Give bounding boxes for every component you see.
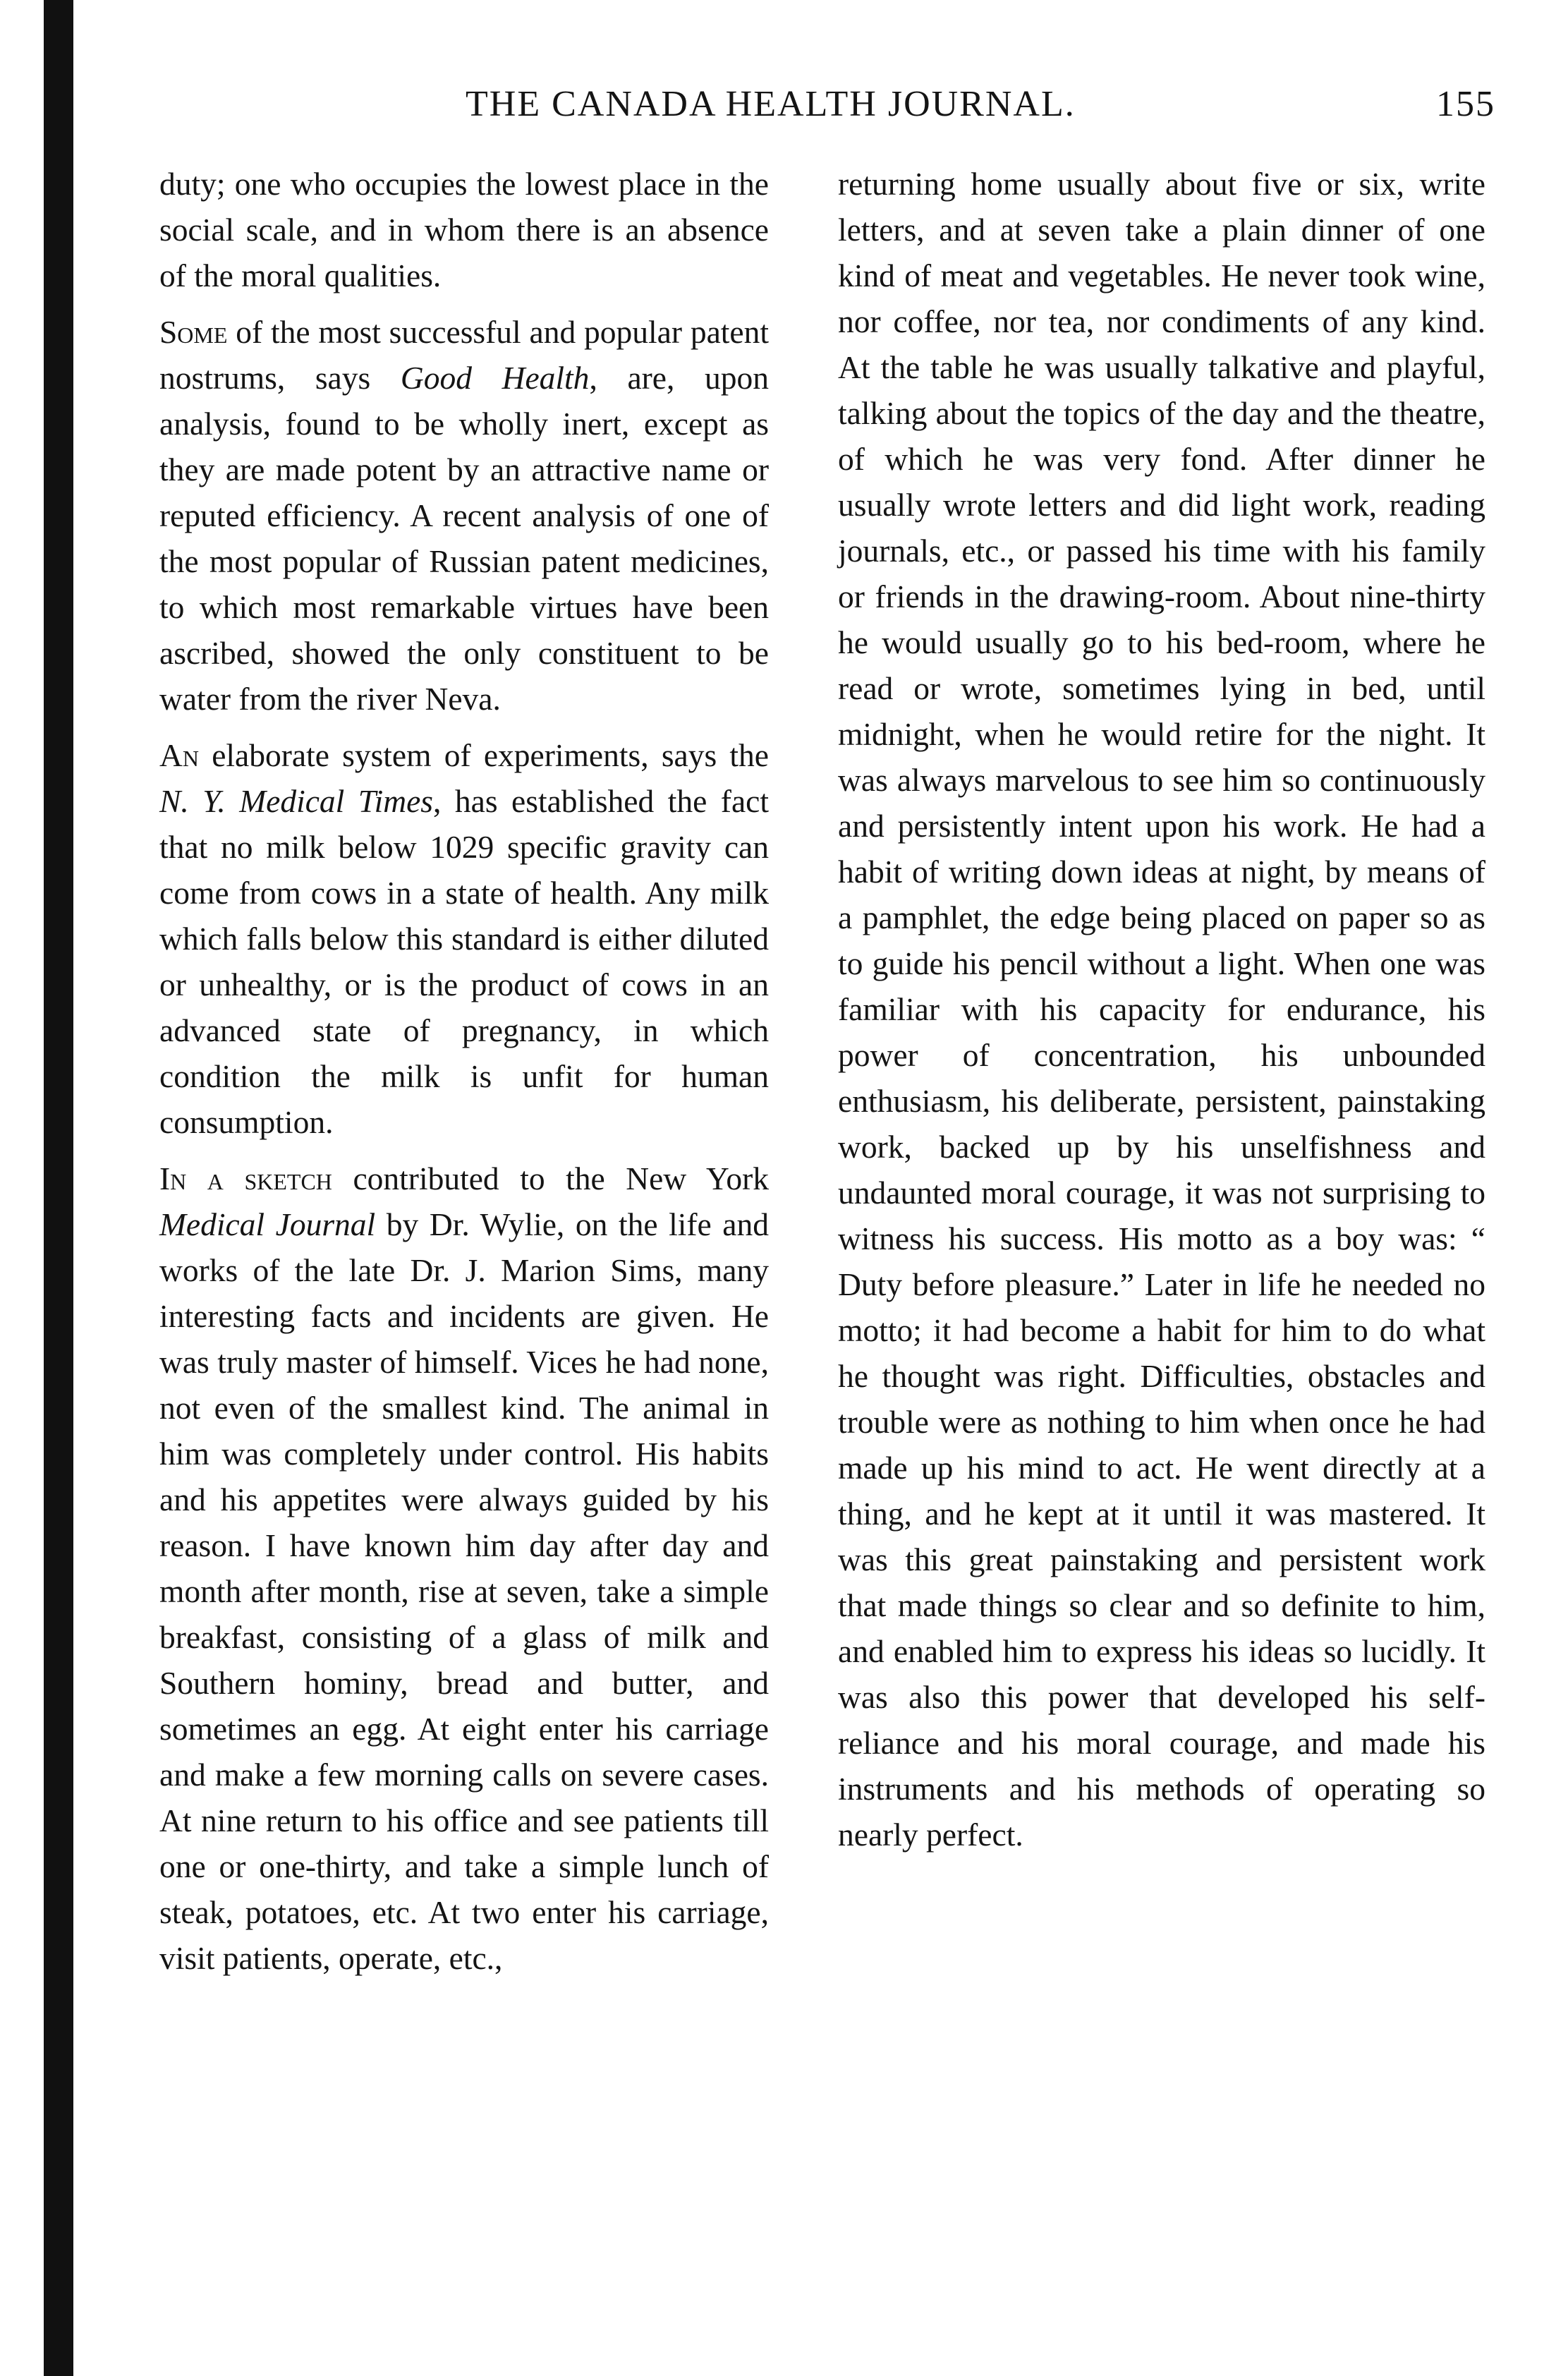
source-title: Good Health <box>400 360 590 396</box>
paragraph-lead: An <box>159 737 199 773</box>
paragraph-text: contributed to the New York <box>332 1160 770 1196</box>
paragraph-sims-continued: returning home usually about five or six, write letters, and at seven take a plain dinner of one kind of meat and vegetables. He never took wine, nor coffee, nor tea, nor condiments of any kind. At the table he was usually talkative and playful, talking about the topics of the day and the theatre, of which he was very fond. After dinner he usually wrote letters and did light work, reading journals, etc., or passed his time with his family or friends in the drawing-room. About nine-thirty he would usually go to his bed-room, where he read or wrote, sometimes lying in bed, until midnight, when he would retire for the night. It was always marvelous to see him so continuously and persistently intent upon his work. He had a habit of writing down ideas at night, by means of a pamphlet, the edge being placed on paper so as to guide his pencil without a light. When one was familiar with his capacity for endurance, his power of concentration, his unbounded enthusiasm, his deliberate, persistent, painstaking work, backed up by his unselfishness and undaunted moral courage, it was not surprising to witness his success. His motto as a boy was: “ Duty before pleasure.” Later in life he needed no motto; it had become a habit for him to do what he thought was right. Difficulties, obstacles and trouble were as nothing to him when once he had made up his mind to act. He went directly at a thing, and he kept at it until it was mastered. It was this great painstaking and persistent work that made things so clear and so definite to him, and enabled him to express his ideas so lucidly. It was also this power that developed his self-reliance and his moral courage, and made his instruments and his methods of operating so nearly perfect. <box>838 166 1485 1853</box>
running-title: THE CANADA HEALTH JOURNAL. <box>466 84 1076 124</box>
page-header <box>466 83 1495 140</box>
paragraph-text: by Dr. Wylie, on the life and works of the late Dr. J. Marion Sims, many interesting facts and incidents are given. He was truly master of himself. Vices he had none, not even of the smallest kind. The animal in him was completely under control. His habits and his appetites were always guided by his reason. I have known him day after day and month after month, rise at seven, take a simple breakfast, consisting of a glass of milk and Southern hominy, bread and butter, and sometimes an egg. At eight enter his carriage and make a few morning calls on severe cases. At nine return to his office and see patients till one or one-thirty, and take a simple lunch of steak, potatoes, etc. At two enter his carriage, visit patients, operate, etc., <box>159 1206 770 1976</box>
paragraph-marion-sims <box>159 1156 769 1981</box>
paragraph-patent-nostrums <box>159 309 769 722</box>
paragraph-lead: In a sketch <box>159 1160 332 1196</box>
source-title: Medical Journal <box>159 1206 376 1242</box>
paragraph-text: , are, upon analysis, found to be wholly inert, except as they are made potent by an attractive name or reputed efficiency. A recent analysis of one of the most popular of Russian patent medicines, to which most remarkable virtues have been ascribed, showed the only constituent to be water from the river Neva. <box>159 360 769 717</box>
left-column <box>159 161 769 1992</box>
paragraph-duty-continued: duty; one who occupies the lowest place in the social scale, and in whom there is an absence of the moral qualities. <box>159 166 769 293</box>
paragraph-text: elaborate system of experiments, says the <box>198 737 769 773</box>
binding-shadow <box>44 0 73 2376</box>
margin-specks <box>6 0 34 2376</box>
paragraph-milk-experiments <box>159 732 769 1145</box>
paragraph-lead: Some <box>159 314 228 350</box>
paragraph-text: of the most successful and popular patent nostrums, says <box>159 314 769 396</box>
source-title: N. Y. Medical Times <box>159 783 434 819</box>
right-column <box>838 161 1485 1868</box>
paragraph-text: , has established the fact that no milk below 1029 specific gravity can come from cows in a state of health. Any milk which falls below this standard is either diluted or unhealthy, or is the product of cows in an advanced state of pregnancy, in which condition the milk is unfit for human consumption. <box>159 783 769 1140</box>
page-number: 155 <box>1436 84 1495 124</box>
